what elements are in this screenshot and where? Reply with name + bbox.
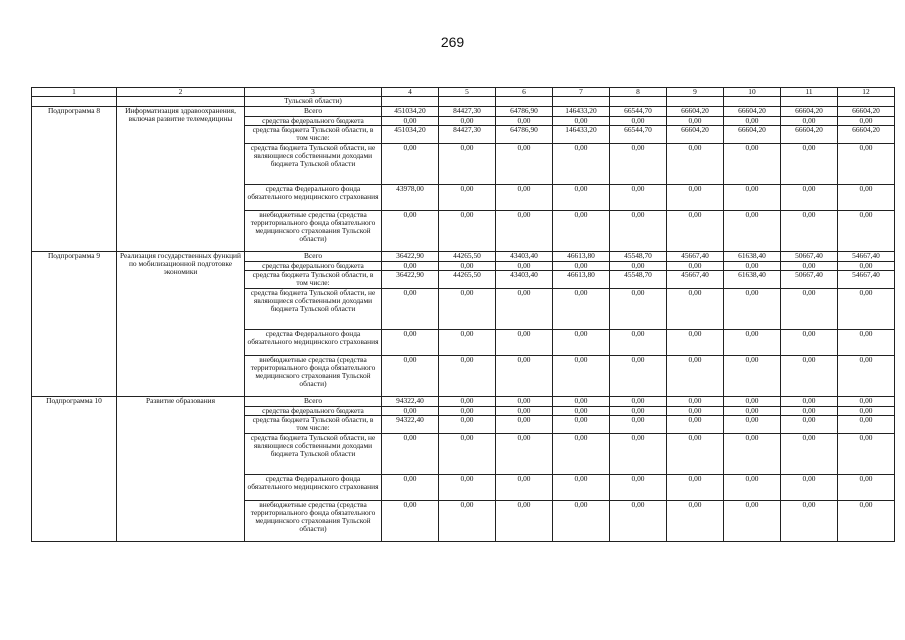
amount-cell: 0,00 (382, 211, 439, 252)
amount-cell: 0,00 (838, 262, 895, 271)
amount-cell: 0,00 (838, 117, 895, 126)
amount-cell: 46613,80 (553, 252, 610, 262)
amount-cell: 0,00 (724, 330, 781, 356)
subprogram-name: Реализация государственных функций по мобилизационной подготовке экономики (117, 252, 245, 397)
amount-cell: 0,00 (724, 262, 781, 271)
amount-cell: 66604,20 (667, 107, 724, 117)
amount-cell: 66544,70 (610, 107, 667, 117)
amount-cell: 0,00 (553, 144, 610, 185)
amount-cell: 0,00 (724, 144, 781, 185)
amount-cell: 0,00 (838, 144, 895, 185)
amount-cell: 0,00 (781, 117, 838, 126)
amount-cell: 0,00 (496, 185, 553, 211)
amount-cell: 0,00 (667, 434, 724, 475)
column-number: 12 (838, 88, 895, 97)
continuation-empty (32, 97, 117, 107)
amount-cell: 0,00 (781, 330, 838, 356)
subprogram-code: Подпрограмма 10 (32, 397, 117, 542)
amount-cell: 0,00 (553, 434, 610, 475)
amount-cell: 451034,20 (382, 107, 439, 117)
amount-cell: 0,00 (553, 262, 610, 271)
amount-cell: 0,00 (439, 117, 496, 126)
amount-cell: 0,00 (382, 407, 439, 416)
amount-cell: 0,00 (838, 475, 895, 501)
column-number: 10 (724, 88, 781, 97)
amount-cell: 0,00 (496, 289, 553, 330)
funding-source: средства федерального бюджета (245, 407, 382, 416)
amount-cell: 0,00 (667, 356, 724, 397)
amount-cell: 0,00 (781, 289, 838, 330)
amount-cell: 0,00 (667, 185, 724, 211)
amount-cell: 0,00 (610, 416, 667, 434)
subprogram-name: Развитие образования (117, 397, 245, 542)
funding-source: внебюджетные средства (средства территориального фонда обязательного медицинского страхования Тульской области) (245, 211, 382, 252)
funding-source: Всего (245, 107, 382, 117)
amount-cell: 0,00 (382, 262, 439, 271)
amount-cell: 0,00 (610, 407, 667, 416)
amount-cell: 0,00 (553, 397, 610, 407)
amount-cell: 0,00 (553, 407, 610, 416)
amount-cell: 0,00 (667, 397, 724, 407)
amount-cell: 84427,30 (439, 126, 496, 144)
amount-cell: 0,00 (781, 185, 838, 211)
amount-cell: 0,00 (838, 289, 895, 330)
amount-cell: 0,00 (838, 211, 895, 252)
amount-cell: 84427,30 (439, 107, 496, 117)
amount-cell: 0,00 (667, 330, 724, 356)
amount-cell: 0,00 (610, 397, 667, 407)
amount-cell: 0,00 (781, 416, 838, 434)
amount-cell: 0,00 (382, 144, 439, 185)
amount-cell: 0,00 (439, 501, 496, 542)
amount-cell: 0,00 (439, 185, 496, 211)
amount-cell: 0,00 (553, 211, 610, 252)
continuation-empty (117, 97, 245, 107)
amount-cell: 0,00 (724, 397, 781, 407)
amount-cell: 54667,40 (838, 252, 895, 262)
funding-source: средства федерального бюджета (245, 262, 382, 271)
amount-cell: 43403,40 (496, 252, 553, 262)
amount-cell: 0,00 (667, 117, 724, 126)
amount-cell: 0,00 (838, 397, 895, 407)
amount-cell: 0,00 (781, 397, 838, 407)
continuation-row (32, 97, 895, 107)
amount-cell: 0,00 (781, 407, 838, 416)
amount-cell: 36422,90 (382, 271, 439, 289)
funding-source: средства Федерального фонда обязательного медицинского страхования (245, 475, 382, 501)
amount-cell: 451034,20 (382, 126, 439, 144)
table-row (32, 397, 895, 407)
amount-cell: 0,00 (667, 475, 724, 501)
amount-cell: 0,00 (838, 407, 895, 416)
subprogram-name: Информатизация здравоохранения, включая развитие телемедицины (117, 107, 245, 252)
column-number: 8 (610, 88, 667, 97)
amount-cell: 0,00 (439, 144, 496, 185)
amount-cell: 50667,40 (781, 271, 838, 289)
amount-cell: 0,00 (496, 144, 553, 185)
amount-cell: 0,00 (553, 416, 610, 434)
amount-cell: 0,00 (724, 501, 781, 542)
amount-cell: 0,00 (553, 185, 610, 211)
amount-cell: 0,00 (496, 211, 553, 252)
amount-cell: 0,00 (496, 407, 553, 416)
amount-cell: 0,00 (382, 475, 439, 501)
amount-cell: 0,00 (382, 434, 439, 475)
column-number: 3 (245, 88, 382, 97)
amount-cell: 146433,20 (553, 107, 610, 117)
amount-cell: 0,00 (553, 356, 610, 397)
amount-cell: 0,00 (724, 416, 781, 434)
amount-cell: 43403,40 (496, 271, 553, 289)
funding-source: внебюджетные средства (средства территориального фонда обязательного медицинского страхования Тульской области) (245, 501, 382, 542)
amount-cell: 0,00 (724, 407, 781, 416)
amount-cell: 0,00 (553, 330, 610, 356)
amount-cell: 0,00 (553, 289, 610, 330)
amount-cell: 0,00 (781, 475, 838, 501)
funding-source: средства бюджета Тульской области, в том числе: (245, 271, 382, 289)
funding-source: средства бюджета Тульской области, не являющиеся собственными доходами бюджета Тульской области (245, 434, 382, 475)
amount-cell: 43978,00 (382, 185, 439, 211)
amount-cell: 0,00 (667, 211, 724, 252)
amount-cell: 0,00 (838, 416, 895, 434)
amount-cell: 0,00 (610, 289, 667, 330)
amount-cell: 0,00 (496, 262, 553, 271)
funding-source: средства бюджета Тульской области, в том числе: (245, 416, 382, 434)
amount-cell: 66604,20 (781, 107, 838, 117)
amount-cell: 0,00 (667, 501, 724, 542)
amount-cell: 0,00 (781, 211, 838, 252)
amount-cell: 0,00 (496, 416, 553, 434)
amount-cell: 44265,50 (439, 252, 496, 262)
amount-cell: 0,00 (439, 330, 496, 356)
amount-cell: 45667,40 (667, 252, 724, 262)
amount-cell: 45548,70 (610, 271, 667, 289)
funding-source: внебюджетные средства (средства территориального фонда обязательного медицинского страхования Тульской области) (245, 356, 382, 397)
budget-table (31, 87, 895, 542)
amount-cell: 0,00 (496, 501, 553, 542)
amount-cell: 0,00 (724, 356, 781, 397)
column-number: 11 (781, 88, 838, 97)
amount-cell: 0,00 (553, 475, 610, 501)
amount-cell: 0,00 (496, 397, 553, 407)
table-body (32, 97, 895, 542)
amount-cell: 66604,20 (781, 126, 838, 144)
amount-cell: 0,00 (724, 117, 781, 126)
amount-cell: 0,00 (610, 117, 667, 126)
amount-cell: 0,00 (439, 434, 496, 475)
amount-cell: 0,00 (610, 434, 667, 475)
amount-cell: 0,00 (667, 289, 724, 330)
amount-cell: 0,00 (610, 144, 667, 185)
subprogram-code: Подпрограмма 9 (32, 252, 117, 397)
funding-source: средства Федерального фонда обязательного медицинского страхования (245, 330, 382, 356)
amount-cell: 0,00 (838, 434, 895, 475)
amount-cell: 0,00 (496, 330, 553, 356)
amount-cell: 0,00 (439, 262, 496, 271)
amount-cell: 61638,40 (724, 252, 781, 262)
funding-source: средства бюджета Тульской области, не являющиеся собственными доходами бюджета Тульской области (245, 144, 382, 185)
amount-cell: 66604,20 (724, 126, 781, 144)
amount-cell: 0,00 (610, 475, 667, 501)
amount-cell: 0,00 (724, 434, 781, 475)
column-number: 9 (667, 88, 724, 97)
amount-cell: 66604,20 (838, 107, 895, 117)
amount-cell: 0,00 (667, 416, 724, 434)
amount-cell: 46613,80 (553, 271, 610, 289)
amount-cell: 66604,20 (724, 107, 781, 117)
column-number: 1 (32, 88, 117, 97)
amount-cell: 0,00 (610, 262, 667, 271)
amount-cell: 64786,90 (496, 126, 553, 144)
amount-cell: 0,00 (553, 117, 610, 126)
column-number: 6 (496, 88, 553, 97)
amount-cell: 0,00 (838, 356, 895, 397)
amount-cell: 0,00 (838, 185, 895, 211)
amount-cell: 61638,40 (724, 271, 781, 289)
amount-cell: 0,00 (553, 501, 610, 542)
amount-cell: 54667,40 (838, 271, 895, 289)
amount-cell: 0,00 (667, 262, 724, 271)
amount-cell: 0,00 (382, 330, 439, 356)
amount-cell: 94322,40 (382, 416, 439, 434)
amount-cell: 0,00 (724, 185, 781, 211)
column-number: 4 (382, 88, 439, 97)
amount-cell: 146433,20 (553, 126, 610, 144)
amount-cell: 0,00 (724, 289, 781, 330)
funding-source: Всего (245, 397, 382, 407)
amount-cell: 45667,40 (667, 271, 724, 289)
table-row (32, 252, 895, 262)
amount-cell: 0,00 (382, 501, 439, 542)
amount-cell: 0,00 (781, 501, 838, 542)
funding-source: Всего (245, 252, 382, 262)
amount-cell: 0,00 (781, 356, 838, 397)
amount-cell: 36422,90 (382, 252, 439, 262)
funding-source: средства бюджета Тульской области, не являющиеся собственными доходами бюджета Тульской области (245, 289, 382, 330)
column-number: 2 (117, 88, 245, 97)
subprogram-code: Подпрограмма 8 (32, 107, 117, 252)
table-row (32, 107, 895, 117)
amount-cell: 0,00 (724, 211, 781, 252)
amount-cell: 0,00 (838, 330, 895, 356)
column-number: 7 (553, 88, 610, 97)
amount-cell: 45548,70 (610, 252, 667, 262)
amount-cell: 0,00 (667, 144, 724, 185)
amount-cell: 0,00 (496, 434, 553, 475)
amount-cell: 0,00 (781, 262, 838, 271)
amount-cell: 0,00 (496, 475, 553, 501)
continuation-text: Тульской области) (245, 97, 382, 107)
amount-cell: 0,00 (439, 289, 496, 330)
amount-cell: 0,00 (724, 475, 781, 501)
amount-cell: 0,00 (439, 416, 496, 434)
amount-cell: 0,00 (610, 356, 667, 397)
amount-cell: 0,00 (781, 434, 838, 475)
amount-cell: 44265,50 (439, 271, 496, 289)
amount-cell: 50667,40 (781, 252, 838, 262)
amount-cell: 0,00 (439, 397, 496, 407)
funding-source: средства Федерального фонда обязательного медицинского страхования (245, 185, 382, 211)
column-number-row (32, 88, 895, 97)
amount-cell: 0,00 (439, 475, 496, 501)
amount-cell: 66604,20 (838, 126, 895, 144)
amount-cell: 0,00 (496, 117, 553, 126)
amount-cell: 64786,90 (496, 107, 553, 117)
page-number: 269 (440, 34, 465, 50)
funding-source: средства федерального бюджета (245, 117, 382, 126)
funding-source: средства бюджета Тульской области, в том числе: (245, 126, 382, 144)
amount-cell: 0,00 (382, 117, 439, 126)
amount-cell: 0,00 (610, 185, 667, 211)
amount-cell: 0,00 (382, 356, 439, 397)
amount-cell: 0,00 (382, 289, 439, 330)
amount-cell: 0,00 (667, 407, 724, 416)
amount-cell: 66544,70 (610, 126, 667, 144)
amount-cell: 0,00 (439, 356, 496, 397)
amount-cell: 0,00 (610, 330, 667, 356)
amount-cell: 0,00 (610, 211, 667, 252)
amount-cell: 66604,20 (667, 126, 724, 144)
amount-cell: 0,00 (439, 407, 496, 416)
amount-cell: 0,00 (439, 211, 496, 252)
amount-cell: 0,00 (610, 501, 667, 542)
amount-cell: 94322,40 (382, 397, 439, 407)
column-number: 5 (439, 88, 496, 97)
amount-cell: 0,00 (781, 144, 838, 185)
amount-cell: 0,00 (838, 501, 895, 542)
amount-cell: 0,00 (496, 356, 553, 397)
